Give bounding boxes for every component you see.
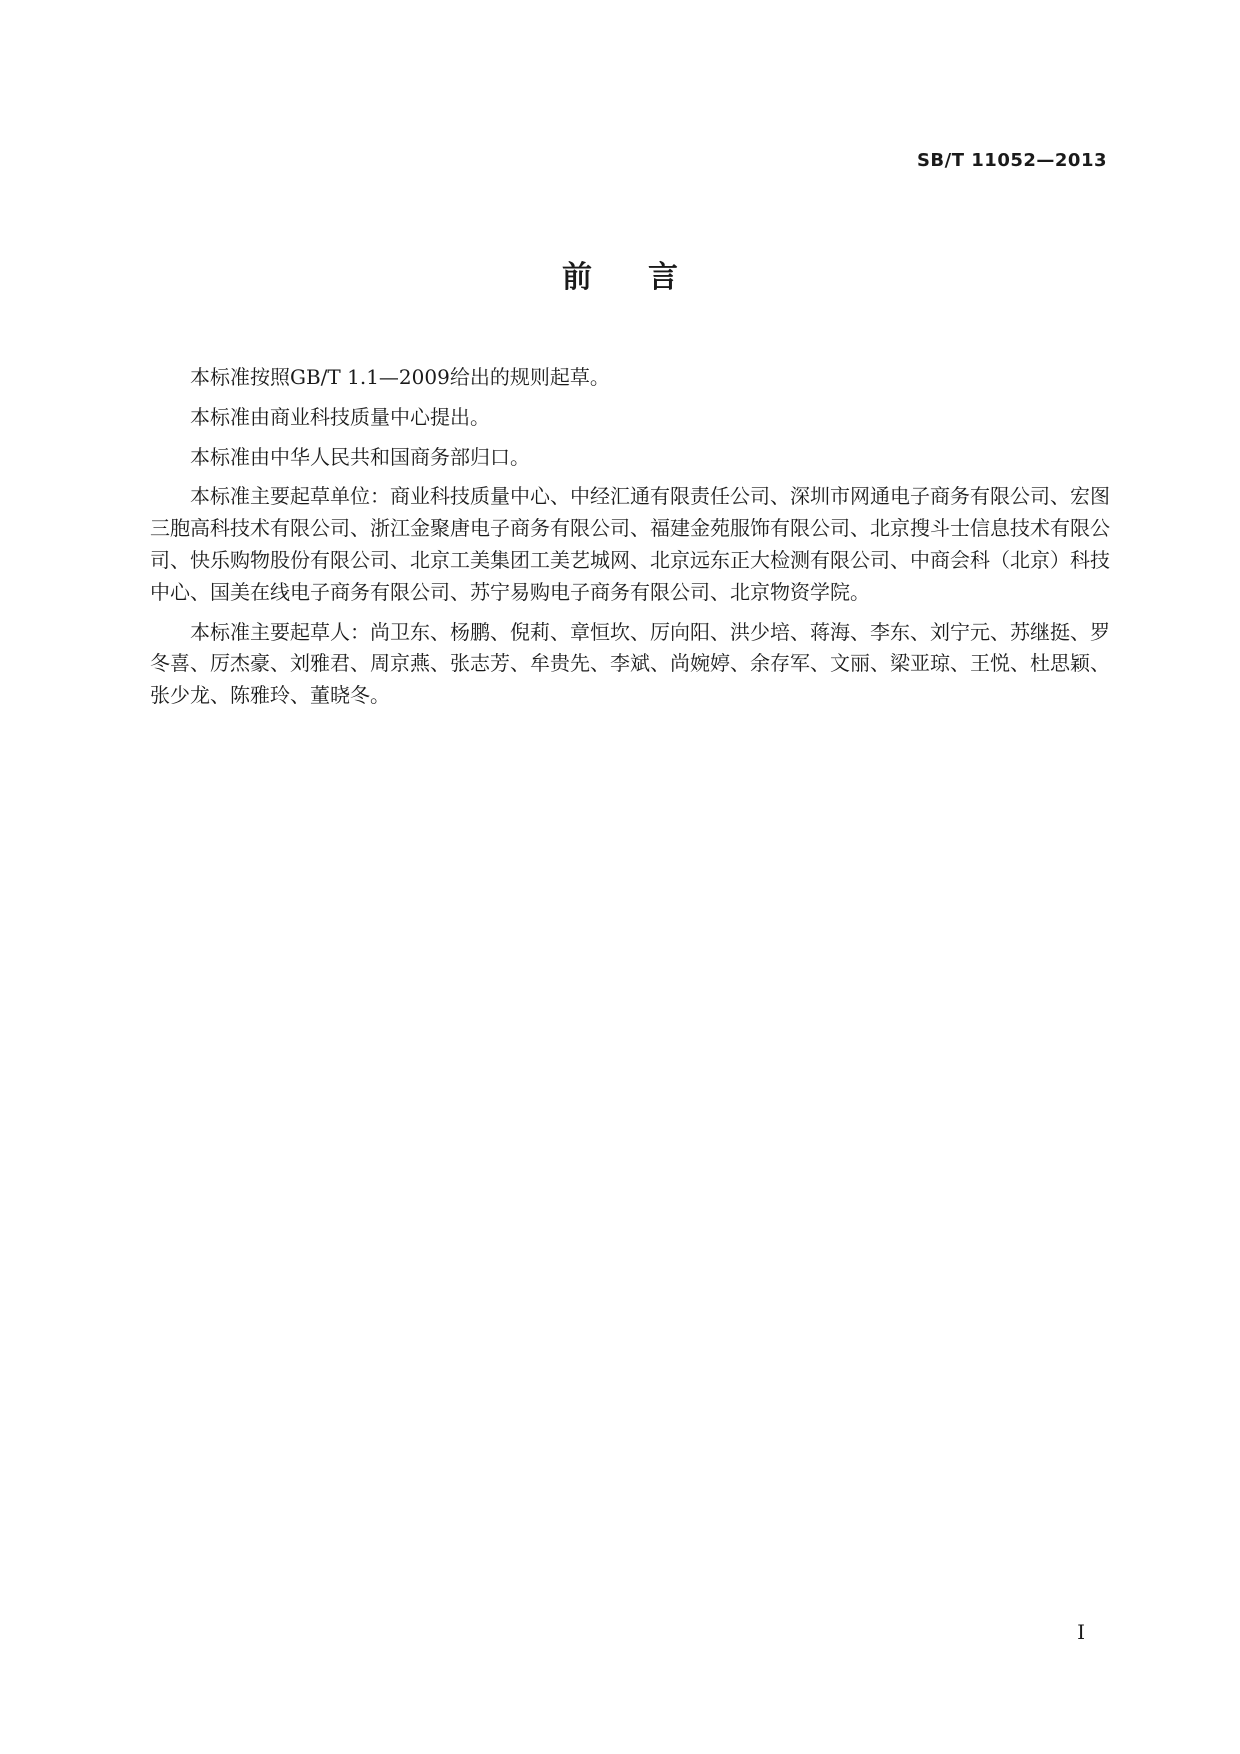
paragraph-proposer: 本标准由商业科技质量中心提出。 [190,404,490,429]
paragraph-drafting-rules: 本标准按照GB/T 1.1—2009给出的规则起草。 [190,365,610,389]
page-title: 前言 [562,260,734,295]
standard-code: SB/T 11052—2013 [916,150,1107,171]
page-number: I [1077,1620,1085,1644]
paragraph-administrator: 本标准由中华人民共和国商务部归口。 [190,444,530,469]
paragraph-drafters: 本标准主要起草人：尚卫东、杨鹏、倪莉、章恒坎、厉向阳、洪少培、蒋海、李东、刘宁元、苏继挺、罗冬喜、厉杰豪、刘雅君、周京燕、张志芳、牟贵先、李斌、尚婉婷、余存军、文丽、梁亚琼、王悦、杜思颖、张少龙、陈雅玲、董晓冬。 [150,619,1110,708]
paragraph-drafting-units: 本标准主要起草单位：商业科技质量中心、中经汇通有限责任公司、深圳市网通电子商务有限公司、宏图三胞高科技术有限公司、浙江金聚唐电子商务有限公司、福建金苑服饰有限公司、北京搜斗士信息技术有限公司、快乐购物股份有限公司、北京工美集团工美艺城网、北京远东正大检测有限公司、中商会科（北京）科技中心、国美在线电子商务有限公司、苏宁易购电子商务有限公司、北京物资学院。 [150,484,1110,604]
document-body [150,362,1110,720]
